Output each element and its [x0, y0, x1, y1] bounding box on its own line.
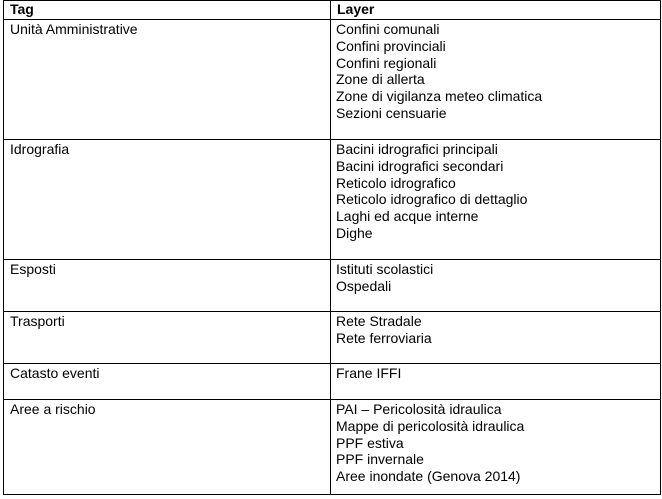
tag-cell: Idrografia	[4, 140, 331, 260]
layer-cell	[331, 140, 661, 260]
layer-item: Bacini idrografici principali	[336, 141, 498, 157]
layer-cell	[331, 312, 661, 364]
layer-item: Bacini idrografici secondari	[336, 157, 504, 174]
table-header-row	[4, 1, 661, 20]
layer-item: Dighe	[336, 224, 373, 241]
table-row	[4, 20, 661, 140]
tag-cell: Unità Amministrative	[4, 20, 331, 140]
column-header-tag: Tag	[4, 1, 331, 20]
tag-cell: Trasporti	[4, 312, 331, 364]
layer-item: Reticolo idrografico	[336, 174, 456, 191]
layer-item: Istituti scolastici	[336, 261, 434, 277]
layer-cell	[331, 20, 661, 140]
layer-item: PPF estiva	[336, 434, 404, 451]
tag-cell: Catasto eventi	[4, 364, 331, 400]
table-row	[4, 312, 661, 364]
layer-item: Zone di vigilanza meteo climatica	[336, 88, 543, 105]
layer-cell	[331, 260, 661, 312]
table-row	[4, 260, 661, 312]
layer-item: Confini regionali	[336, 54, 437, 71]
column-header-layer: Layer	[331, 1, 661, 20]
tag-cell: Esposti	[4, 260, 331, 312]
layer-item: Confini provinciali	[336, 37, 446, 54]
layer-item: Rete Stradale	[336, 313, 422, 329]
layer-item: Frane IFFI	[336, 365, 402, 381]
layer-item: Reticolo idrografico di dettaglio	[336, 191, 528, 208]
tag-layer-table	[3, 0, 661, 495]
layer-item: Sezioni censuarie	[336, 104, 447, 121]
layer-item: Aree inondate (Genova 2014)	[336, 468, 521, 485]
layer-item: PAI – Pericolosità idraulica	[336, 401, 502, 417]
table-row	[4, 400, 661, 495]
layer-item: Confini comunali	[336, 21, 440, 37]
layer-item: Rete ferroviaria	[336, 329, 432, 346]
layer-item: Ospedali	[336, 277, 392, 294]
tag-cell: Aree a rischio	[4, 400, 331, 495]
table-row	[4, 364, 661, 400]
layer-item: Zone di allerta	[336, 71, 425, 88]
layer-item: Laghi ed acque interne	[336, 208, 479, 225]
layer-cell	[331, 400, 661, 495]
table-row	[4, 140, 661, 260]
layer-item: Mappe di pericolosità idraulica	[336, 417, 525, 434]
layer-cell	[331, 364, 661, 400]
layer-item: PPF invernale	[336, 451, 424, 468]
